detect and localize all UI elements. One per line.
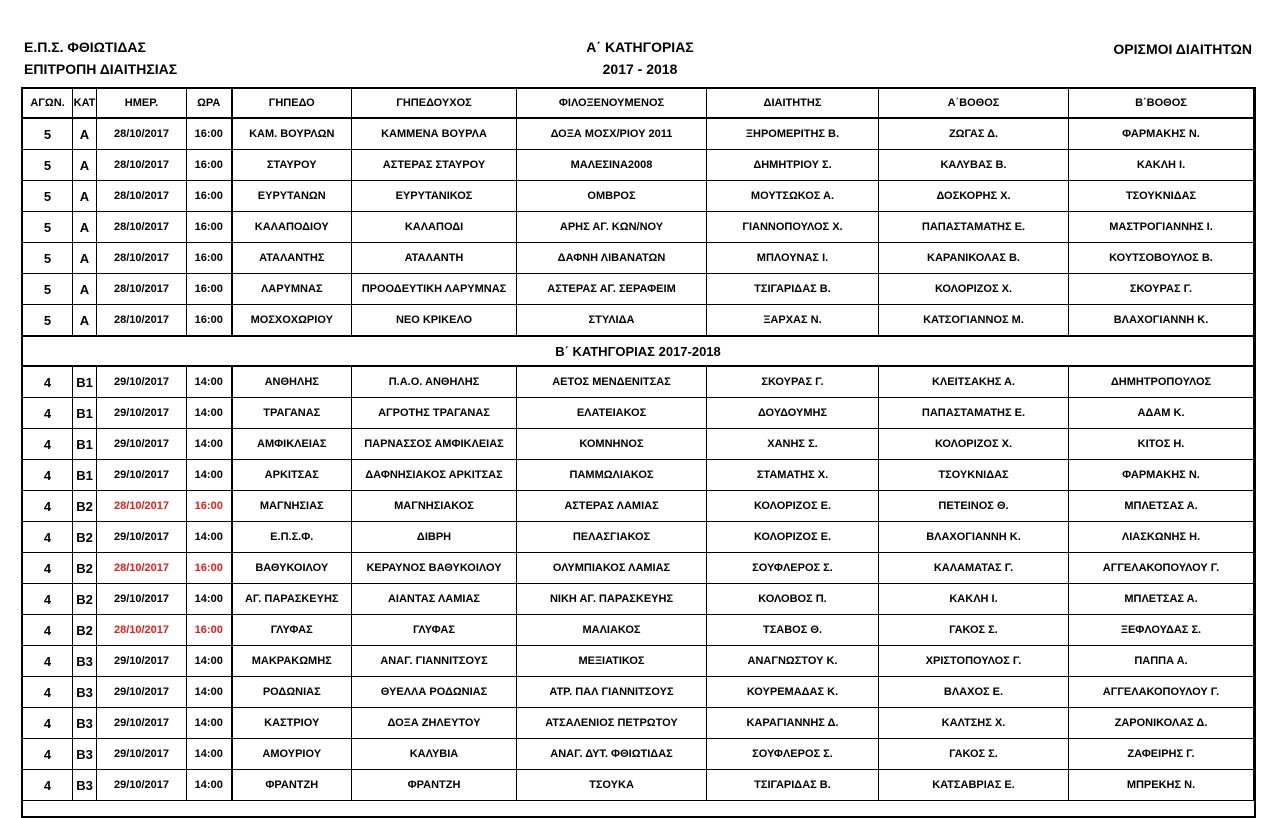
- cell-assistant1: ΠΑΠΑΣΤΑΜΑΤΗΣ Ε.: [879, 398, 1069, 429]
- cell-referee: ΓΙΑΝΝΟΠΟΥΛΟΣ Χ.: [707, 212, 879, 243]
- cell-referee: ΚΟΛΟΒΟΣ Π.: [707, 584, 879, 615]
- cell-assistant1: ΚΑΚΛΗ Ι.: [879, 584, 1069, 615]
- cell-assistant1: ΚΑΤΣΑΒΡΙΑΣ Ε.: [879, 770, 1069, 801]
- cell-round: 4: [23, 677, 73, 708]
- cell-assistant1: ΓΑΚΟΣ Σ.: [879, 739, 1069, 770]
- cell-assistant1: ΠΑΠΑΣΤΑΜΑΤΗΣ Ε.: [879, 212, 1069, 243]
- cell-away: ΠΑΜΜΩΛΙΑΚΟΣ: [517, 460, 707, 491]
- cell-field: ΑΤΑΛΑΝΤΗΣ: [232, 243, 352, 274]
- cell-field: ΚΑΜ. ΒΟΥΡΛΩΝ: [232, 118, 352, 150]
- section-b-title: Β΄ ΚΑΤΗΓΟΡΙΑΣ 2017-2018: [23, 336, 1254, 366]
- cell-round: 4: [23, 739, 73, 770]
- cell-round: 4: [23, 708, 73, 739]
- cell-referee: ΑΝΑΓΝΩΣΤΟΥ Κ.: [707, 646, 879, 677]
- cell-cat: Α: [73, 243, 97, 274]
- cell-away: ΑΣΤΕΡΑΣ ΛΑΜΙΑΣ: [517, 491, 707, 522]
- cell-cat: Α: [73, 181, 97, 212]
- cell-date: 28/10/2017: [97, 491, 187, 522]
- cell-away: ΤΣΟΥΚΑ: [517, 770, 707, 801]
- cell-cat: Β3: [73, 708, 97, 739]
- cell-assistant2: ΤΣΟΥΚΝΙΔΑΣ: [1069, 181, 1254, 212]
- cell-home: ΜΑΓΝΗΣΙΑΚΟΣ: [352, 491, 517, 522]
- cell-referee: ΚΟΛΟΡΙΖΟΣ Ε.: [707, 522, 879, 553]
- cell-time: 14:00: [187, 677, 232, 708]
- cell-time: 16:00: [187, 243, 232, 274]
- cell-cat: Β1: [73, 398, 97, 429]
- cell-away: ΑΣΤΕΡΑΣ ΑΓ. ΣΕΡΑΦΕΙΜ: [517, 274, 707, 305]
- cell-field: ΜΑΓΝΗΣΙΑΣ: [232, 491, 352, 522]
- cell-away: ΟΜΒΡΟΣ: [517, 181, 707, 212]
- cell-home: ΦΡΑΝΤΖΗ: [352, 770, 517, 801]
- cell-away: ΕΛΑΤΕΙΑΚΟΣ: [517, 398, 707, 429]
- cell-home: ΔΟΞΑ ΖΗΛΕΥΤΟΥ: [352, 708, 517, 739]
- cell-referee: ΤΣΙΓΑΡΙΔΑΣ Β.: [707, 274, 879, 305]
- cell-round: 4: [23, 491, 73, 522]
- cell-field: ΑΜΦΙΚΛΕΙΑΣ: [232, 429, 352, 460]
- cell-field: ΤΡΑΓΑΝΑΣ: [232, 398, 352, 429]
- cell-assistant2: ΣΚΟΥΡΑΣ Γ.: [1069, 274, 1254, 305]
- col-header-time: ΩΡΑ: [187, 89, 232, 119]
- cell-home: ΝΕΟ ΚΡΙΚΕΛΟ: [352, 305, 517, 337]
- cell-home: ΚΕΡΑΥΝΟΣ ΒΑΘΥΚΟΙΛΟΥ: [352, 553, 517, 584]
- cell-home: ΚΑΛΥΒΙΑ: [352, 739, 517, 770]
- cell-home: ΠΑΡΝΑΣΣΟΣ ΑΜΦΙΚΛΕΙΑΣ: [352, 429, 517, 460]
- cell-round: 4: [23, 770, 73, 801]
- cell-field: Ε.Π.Σ.Φ.: [232, 522, 352, 553]
- table-row: [23, 584, 1254, 615]
- cell-date: 29/10/2017: [97, 429, 187, 460]
- cell-home: ΠΡΟΟΔΕΥΤΙΚΗ ΛΑΡΥΜΝΑΣ: [352, 274, 517, 305]
- cell-assistant1: ΚΑΤΣΟΓΙΑΝΝΟΣ Μ.: [879, 305, 1069, 337]
- cell-assistant1: ΒΛΑΧΟΣ Ε.: [879, 677, 1069, 708]
- cell-away: ΑΡΗΣ ΑΓ. ΚΩΝ/ΝΟΥ: [517, 212, 707, 243]
- cell-round: 5: [23, 243, 73, 274]
- table-row: [23, 274, 1254, 305]
- cell-round: 4: [23, 460, 73, 491]
- cell-referee: ΚΟΥΡΕΜΑΔΑΣ Κ.: [707, 677, 879, 708]
- table-row: [23, 739, 1254, 770]
- table-row: [23, 366, 1254, 398]
- cell-time: 16:00: [187, 553, 232, 584]
- cell-assistant2: ΚΙΤΟΣ Η.: [1069, 429, 1254, 460]
- cell-time: 16:00: [187, 274, 232, 305]
- cell-date: 28/10/2017: [97, 212, 187, 243]
- cell-assistant2: ΑΓΓΕΛΑΚΟΠΟΥΛΟΥ Γ.: [1069, 553, 1254, 584]
- cell-date: 28/10/2017: [97, 118, 187, 150]
- cell-assistant1: ΚΑΛΤΣΗΣ Χ.: [879, 708, 1069, 739]
- cell-assistant1: ΚΑΛΑΜΑΤΑΣ Γ.: [879, 553, 1069, 584]
- cell-round: 5: [23, 181, 73, 212]
- table-row: [23, 243, 1254, 274]
- cell-date: 28/10/2017: [97, 615, 187, 646]
- cell-field: ΜΑΚΡΑΚΩΜΗΣ: [232, 646, 352, 677]
- cell-time: 14:00: [187, 366, 232, 398]
- table-row: [23, 118, 1254, 150]
- cell-referee: ΧΑΝΗΣ Σ.: [707, 429, 879, 460]
- table-row: [23, 553, 1254, 584]
- table-row: [23, 770, 1254, 801]
- cell-away: ΝΙΚΗ ΑΓ. ΠΑΡΑΣΚΕΥΗΣ: [517, 584, 707, 615]
- cell-field: ΕΥΡΥΤΑΝΩΝ: [232, 181, 352, 212]
- col-header-assistant1: Α΄ΒΟΘΟΣ: [879, 89, 1069, 119]
- cell-round: 4: [23, 615, 73, 646]
- cell-assistant2: ΑΔΑΜ Κ.: [1069, 398, 1254, 429]
- cell-assistant2: ΜΠΛΕΤΣΑΣ Α.: [1069, 491, 1254, 522]
- cell-cat: Α: [73, 118, 97, 150]
- cell-field: ΑΝΘΗΛΗΣ: [232, 366, 352, 398]
- cell-referee: ΤΣΙΓΑΡΙΔΑΣ Β.: [707, 770, 879, 801]
- cell-assistant2: ΜΠΡΕΚΗΣ Ν.: [1069, 770, 1254, 801]
- header-left: [24, 36, 177, 80]
- cell-home: ΑΣΤΕΡΑΣ ΣΤΑΥΡΟΥ: [352, 150, 517, 181]
- cell-assistant1: ΚΑΡΑΝΙΚΟΛΑΣ Β.: [879, 243, 1069, 274]
- cell-home: ΑΤΑΛΑΝΤΗ: [352, 243, 517, 274]
- table-row: [23, 491, 1254, 522]
- cell-date: 28/10/2017: [97, 274, 187, 305]
- cell-round: 5: [23, 212, 73, 243]
- cell-home: ΑΙΑΝΤΑΣ ΛΑΜΙΑΣ: [352, 584, 517, 615]
- table-row: [23, 212, 1254, 243]
- cell-field: ΡΟΔΩΝΙΑΣ: [232, 677, 352, 708]
- cell-away: ΑΤΣΑΛΕΝΙΟΣ ΠΕΤΡΩΤΟΥ: [517, 708, 707, 739]
- cell-date: 29/10/2017: [97, 460, 187, 491]
- cell-time: 16:00: [187, 150, 232, 181]
- cell-assistant2: ΚΟΥΤΣΟΒΟΥΛΟΣ Β.: [1069, 243, 1254, 274]
- cell-time: 14:00: [187, 739, 232, 770]
- cell-assistant1: ΒΛΑΧΟΓΙΑΝΝΗ Κ.: [879, 522, 1069, 553]
- cell-assistant2: ΖΑΡΟΝΙΚΟΛΑΣ Δ.: [1069, 708, 1254, 739]
- cell-away: ΜΕΞΙΑΤΙΚΟΣ: [517, 646, 707, 677]
- table-row: [23, 429, 1254, 460]
- cell-cat: Β2: [73, 522, 97, 553]
- cell-date: 29/10/2017: [97, 584, 187, 615]
- cell-cat: Α: [73, 305, 97, 337]
- cell-field: ΓΛΥΦΑΣ: [232, 615, 352, 646]
- col-header-home: ΓΗΠΕΔΟΥΧΟΣ: [352, 89, 517, 119]
- cell-away: ΠΕΛΑΣΓΙΑΚΟΣ: [517, 522, 707, 553]
- header-center: [560, 36, 720, 80]
- cell-time: 14:00: [187, 646, 232, 677]
- cell-referee: ΚΟΛΟΡΙΖΟΣ Ε.: [707, 491, 879, 522]
- cell-home: ΑΝΑΓ. ΓΙΑΝΝΙΤΣΟΥΣ: [352, 646, 517, 677]
- cell-round: 5: [23, 305, 73, 337]
- cell-assistant2: ΖΑΦΕΙΡΗΣ Γ.: [1069, 739, 1254, 770]
- cell-referee: ΞΗΡΟΜΕΡΙΤΗΣ Β.: [707, 118, 879, 150]
- category-title: Α΄ ΚΑΤΗΓΟΡΙΑΣ: [586, 39, 694, 55]
- cell-date: 29/10/2017: [97, 366, 187, 398]
- cell-away: ΔΟΞΑ ΜΟΣΧ/ΡΙΟΥ 2011: [517, 118, 707, 150]
- cell-field: ΚΑΛΑΠΟΔΙΟΥ: [232, 212, 352, 243]
- cell-date: 28/10/2017: [97, 305, 187, 337]
- cell-assistant2: ΒΛΑΧΟΓΙΑΝΝΗ Κ.: [1069, 305, 1254, 337]
- cell-round: 4: [23, 398, 73, 429]
- col-header-field: ΓΗΠΕΔΟ: [232, 89, 352, 119]
- cell-cat: Β2: [73, 584, 97, 615]
- cell-cat: Β3: [73, 646, 97, 677]
- cell-referee: ΣΚΟΥΡΑΣ Γ.: [707, 366, 879, 398]
- cell-away: ΟΛΥΜΠΙΑΚΟΣ ΛΑΜΙΑΣ: [517, 553, 707, 584]
- cell-time: 14:00: [187, 460, 232, 491]
- cell-cat: Β3: [73, 677, 97, 708]
- cell-time: 14:00: [187, 770, 232, 801]
- federation-name: Ε.Π.Σ. ΦΘΙΩΤΙΔΑΣ: [24, 39, 146, 55]
- cell-home: ΔΑΦΝΗΣΙΑΚΟΣ ΑΡΚΙΤΣΑΣ: [352, 460, 517, 491]
- cell-round: 4: [23, 429, 73, 460]
- cell-round: 5: [23, 274, 73, 305]
- cell-round: 4: [23, 553, 73, 584]
- cell-assistant2: ΞΕΦΛΟΥΔΑΣ Σ.: [1069, 615, 1254, 646]
- cell-referee: ΣΟΥΦΛΕΡΟΣ Σ.: [707, 739, 879, 770]
- table-row: [23, 708, 1254, 739]
- cell-round: 5: [23, 150, 73, 181]
- cell-home: Π.Α.Ο. ΑΝΘΗΛΗΣ: [352, 366, 517, 398]
- table-row: [23, 398, 1254, 429]
- table-row: [23, 677, 1254, 708]
- cell-assistant1: ΚΑΛΥΒΑΣ Β.: [879, 150, 1069, 181]
- cell-away: ΑΕΤΟΣ ΜΕΝΔΕΝΙΤΣΑΣ: [517, 366, 707, 398]
- col-header-round: ΑΓΩΝ.: [23, 89, 73, 119]
- cell-date: 29/10/2017: [97, 739, 187, 770]
- cell-referee: ΜΟΥΤΣΩΚΟΣ Α.: [707, 181, 879, 212]
- cell-home: ΘΥΕΛΛΑ ΡΟΔΩΝΙΑΣ: [352, 677, 517, 708]
- cell-cat: Β1: [73, 429, 97, 460]
- cell-assistant2: ΜΑΣΤΡΟΓΙΑΝΝΗΣ Ι.: [1069, 212, 1254, 243]
- season-title: 2017 - 2018: [602, 61, 678, 77]
- cell-time: 16:00: [187, 305, 232, 337]
- cell-assistant1: ΖΩΓΑΣ Δ.: [879, 118, 1069, 150]
- cell-assistant2: ΦΑΡΜΑΚΗΣ Ν.: [1069, 118, 1254, 150]
- table-row: [23, 181, 1254, 212]
- table-row: [23, 646, 1254, 677]
- cell-assistant2: ΜΠΛΕΤΣΑΣ Α.: [1069, 584, 1254, 615]
- table-row: [23, 460, 1254, 491]
- cell-cat: Α: [73, 274, 97, 305]
- referee-assignments-table: [22, 88, 1254, 801]
- cell-date: 28/10/2017: [97, 553, 187, 584]
- cell-date: 28/10/2017: [97, 181, 187, 212]
- cell-assistant2: ΚΑΚΛΗ Ι.: [1069, 150, 1254, 181]
- col-header-assistant2: Β΄ΒΟΘΟΣ: [1069, 89, 1254, 119]
- cell-date: 29/10/2017: [97, 677, 187, 708]
- cell-cat: Α: [73, 150, 97, 181]
- cell-time: 16:00: [187, 491, 232, 522]
- table-row: [23, 615, 1254, 646]
- cell-home: ΕΥΡΥΤΑΝΙΚΟΣ: [352, 181, 517, 212]
- cell-assistant1: ΚΟΛΟΡΙΖΟΣ Χ.: [879, 274, 1069, 305]
- cell-date: 29/10/2017: [97, 398, 187, 429]
- table-row: [23, 150, 1254, 181]
- cell-assistant2: ΑΓΓΕΛΑΚΟΠΟΥΛΟΥ Γ.: [1069, 677, 1254, 708]
- cell-time: 14:00: [187, 708, 232, 739]
- cell-round: 4: [23, 646, 73, 677]
- cell-cat: Β3: [73, 770, 97, 801]
- cell-assistant1: ΤΣΟΥΚΝΙΔΑΣ: [879, 460, 1069, 491]
- cell-referee: ΔΗΜΗΤΡΙΟΥ Σ.: [707, 150, 879, 181]
- cell-away: ΜΑΛΙΑΚΟΣ: [517, 615, 707, 646]
- cell-field: ΑΜΟΥΡΙΟΥ: [232, 739, 352, 770]
- cell-referee: ΣΤΑΜΑΤΗΣ Χ.: [707, 460, 879, 491]
- cell-cat: Β3: [73, 739, 97, 770]
- cell-date: 29/10/2017: [97, 708, 187, 739]
- cell-referee: ΤΣΑΒΟΣ Θ.: [707, 615, 879, 646]
- cell-assistant2: ΔΗΜΗΤΡΟΠΟΥΛΟΣ: [1069, 366, 1254, 398]
- cell-assistant1: ΠΕΤΕΙΝΟΣ Θ.: [879, 491, 1069, 522]
- cell-away: ΑΤΡ. ΠΑΛ ΓΙΑΝΝΙΤΣΟΥΣ: [517, 677, 707, 708]
- document-title: ΟΡΙΣΜΟΙ ΔΙΑΙΤΗΤΩΝ: [1113, 41, 1252, 57]
- cell-home: ΔΙΒΡΗ: [352, 522, 517, 553]
- cell-referee: ΣΟΥΦΛΕΡΟΣ Σ.: [707, 553, 879, 584]
- cell-field: ΒΑΘΥΚΟΙΛΟΥ: [232, 553, 352, 584]
- cell-home: ΚΑΛΑΠΟΔΙ: [352, 212, 517, 243]
- cell-home: ΑΓΡΟΤΗΣ ΤΡΑΓΑΝΑΣ: [352, 398, 517, 429]
- cell-assistant2: ΠΑΠΠΑ Α.: [1069, 646, 1254, 677]
- cell-round: 4: [23, 584, 73, 615]
- col-header-category: ΚΑΤ: [73, 89, 97, 119]
- cell-field: ΚΑΣΤΡΙΟΥ: [232, 708, 352, 739]
- cell-time: 14:00: [187, 522, 232, 553]
- cell-away: ΔΑΦΝΗ ΛΙΒΑΝΑΤΩΝ: [517, 243, 707, 274]
- cell-assistant1: ΚΛΕΙΤΣΑΚΗΣ Α.: [879, 366, 1069, 398]
- cell-round: 4: [23, 366, 73, 398]
- cell-referee: ΞΑΡΧΑΣ Ν.: [707, 305, 879, 337]
- cell-referee: ΔΟΥΔΟΥΜΗΣ: [707, 398, 879, 429]
- cell-away: ΚΟΜΝΗΝΟΣ: [517, 429, 707, 460]
- cell-away: ΜΑΛΕΣΙΝΑ2008: [517, 150, 707, 181]
- cell-time: 16:00: [187, 118, 232, 150]
- cell-field: ΜΟΣΧΟΧΩΡΙΟΥ: [232, 305, 352, 337]
- cell-referee: ΜΠΛΟΥΝΑΣ Ι.: [707, 243, 879, 274]
- cell-field: ΑΓ. ΠΑΡΑΣΚΕΥΗΣ: [232, 584, 352, 615]
- cell-cat: Β1: [73, 460, 97, 491]
- section-b-row: [23, 336, 1254, 366]
- cell-field: ΦΡΑΝΤΖΗ: [232, 770, 352, 801]
- cell-time: 16:00: [187, 181, 232, 212]
- table-row: [23, 305, 1254, 337]
- cell-home: ΓΛΥΦΑΣ: [352, 615, 517, 646]
- cell-field: ΣΤΑΥΡΟΥ: [232, 150, 352, 181]
- cell-date: 28/10/2017: [97, 150, 187, 181]
- cell-assistant2: ΦΑΡΜΑΚΗΣ Ν.: [1069, 460, 1254, 491]
- cell-time: 16:00: [187, 615, 232, 646]
- cell-time: 16:00: [187, 212, 232, 243]
- cell-cat: Β2: [73, 615, 97, 646]
- cell-assistant1: ΧΡΙΣΤΟΠΟΥΛΟΣ Γ.: [879, 646, 1069, 677]
- col-header-date: ΗΜΕΡ.: [97, 89, 187, 119]
- cell-round: 4: [23, 522, 73, 553]
- cell-assistant1: ΚΟΛΟΡΙΖΟΣ Χ.: [879, 429, 1069, 460]
- cell-date: 28/10/2017: [97, 243, 187, 274]
- committee-name: ΕΠΙΤΡΟΠΗ ΔΙΑΙΤΗΣΙΑΣ: [24, 61, 178, 77]
- cell-assistant1: ΔΟΣΚΟΡΗΣ Χ.: [879, 181, 1069, 212]
- cell-round: 5: [23, 118, 73, 150]
- cell-date: 29/10/2017: [97, 646, 187, 677]
- cell-referee: ΚΑΡΑΓΙΑΝΝΗΣ Δ.: [707, 708, 879, 739]
- cell-time: 14:00: [187, 398, 232, 429]
- col-header-away: ΦΙΛΟΞΕΝΟΥΜΕΝΟΣ: [517, 89, 707, 119]
- cell-date: 29/10/2017: [97, 770, 187, 801]
- cell-cat: Β2: [73, 491, 97, 522]
- cell-assistant1: ΓΑΚΟΣ Σ.: [879, 615, 1069, 646]
- col-header-referee: ΔΙΑΙΤΗΤΗΣ: [707, 89, 879, 119]
- cell-time: 14:00: [187, 429, 232, 460]
- cell-away: ΑΝΑΓ. ΔΥΤ. ΦΘΙΩΤΙΔΑΣ: [517, 739, 707, 770]
- cell-cat: Β2: [73, 553, 97, 584]
- cell-away: ΣΤΥΛΙΔΑ: [517, 305, 707, 337]
- cell-cat: Α: [73, 212, 97, 243]
- cell-time: 14:00: [187, 584, 232, 615]
- cell-home: ΚΑΜΜΕΝΑ ΒΟΥΡΛΑ: [352, 118, 517, 150]
- cell-assistant2: ΛΙΑΣΚΩΝΗΣ Η.: [1069, 522, 1254, 553]
- cell-date: 29/10/2017: [97, 522, 187, 553]
- cell-field: ΑΡΚΙΤΣΑΣ: [232, 460, 352, 491]
- table-row: [23, 522, 1254, 553]
- cell-cat: Β1: [73, 366, 97, 398]
- table-header-row: [23, 89, 1254, 119]
- cell-field: ΛΑΡΥΜΝΑΣ: [232, 274, 352, 305]
